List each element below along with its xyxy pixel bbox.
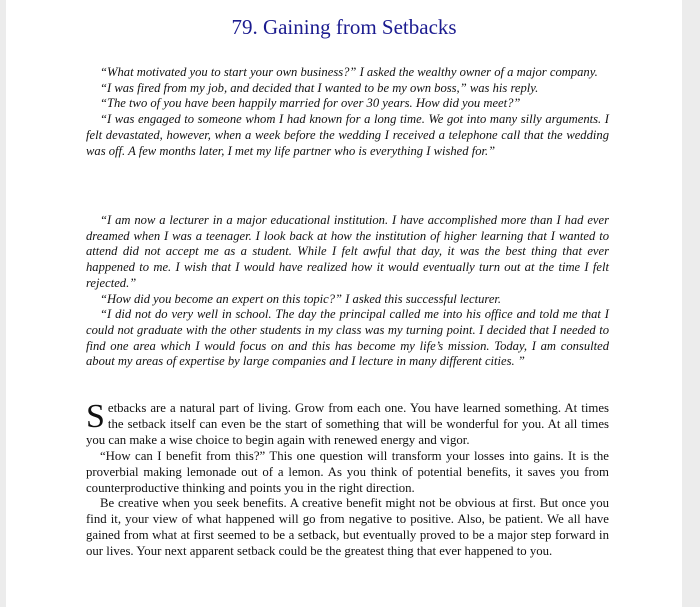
- book-page: [6, 0, 682, 607]
- dialogue-paragraph: “How did you become an expert on this topic?” I asked this successful lecturer.: [100, 291, 502, 306]
- drop-cap: S: [86, 398, 105, 435]
- body-paragraph: Be creative when you seek benefits. A creative benefit might not be obvious at first. But once you find it, your view of what happened will go from negative to positive. Also, be patient. We all have gained from what at first seemed to be a setback, but eventually proved to be a major step forward in our lives. Your next apparent setback could be the greatest thing that ever happened to you.: [86, 496, 609, 559]
- body-paragraph: “How can I benefit from this?” This one question will transform your losses into gains. It is the proverbial making lemonade out of a lemon. As you think of potential benefits, it saves you from counterproductive thinking and points you in the right direction.: [86, 448, 609, 495]
- chapter-title: 79. Gaining from Setbacks: [231, 15, 457, 39]
- first-paragraph-text: etbacks are a natural part of living. Grow from each one. You have learned something. At times the setback itself can even be the start of something that will be wonderful for you. At all times you can make a wise choice to begin again with renewed energy and vigor.: [86, 401, 609, 447]
- dialogue-paragraph: “I am now a lecturer in a major educational institution. I have accomplished more than I had ever dreamed when I was a teenager. I look back at how the institution of higher learning that I wanted to attend did not accept me as a student. While I felt awful that day, it was the best thing that ever happened to me. I wish that I would have realized how it would eventually turn out at the time I felt rejected.”: [86, 213, 609, 290]
- dialogue-paragraph: “I was fired from my job, and decided that I wanted to be my own boss,” was his reply.: [100, 80, 539, 95]
- body-text-block: [86, 398, 609, 560]
- dialogue-paragraph: “I did not do very well in school. The day the principal called me into his office and told me that I could not graduate with the other students in my class was my turning point. I decided that I needed to find one area which I would focus on and this has become my life’s mission. Today, I am consulted about my areas of expertise by large companies and I lecture in many different cities. ”: [86, 307, 609, 369]
- dialogue-block-2: [86, 213, 609, 370]
- dialogue-paragraph: “What motivated you to start your own business?” I asked the wealthy owner of a major company.: [100, 65, 598, 79]
- dialogue-paragraph: “The two of you have been happily married for over 30 years. How did you meet?”: [100, 96, 521, 111]
- dialogue-paragraph: “I was engaged to someone whom I had known for a long time. We got into many silly arguments. I felt devastated, however, when a week before the wedding I received a telephone call that the wedding was off. A few months later, I met my life partner who is everything I wished for.”: [86, 112, 609, 158]
- body-paragraph: [86, 398, 609, 449]
- dialogue-block-1: [86, 65, 609, 159]
